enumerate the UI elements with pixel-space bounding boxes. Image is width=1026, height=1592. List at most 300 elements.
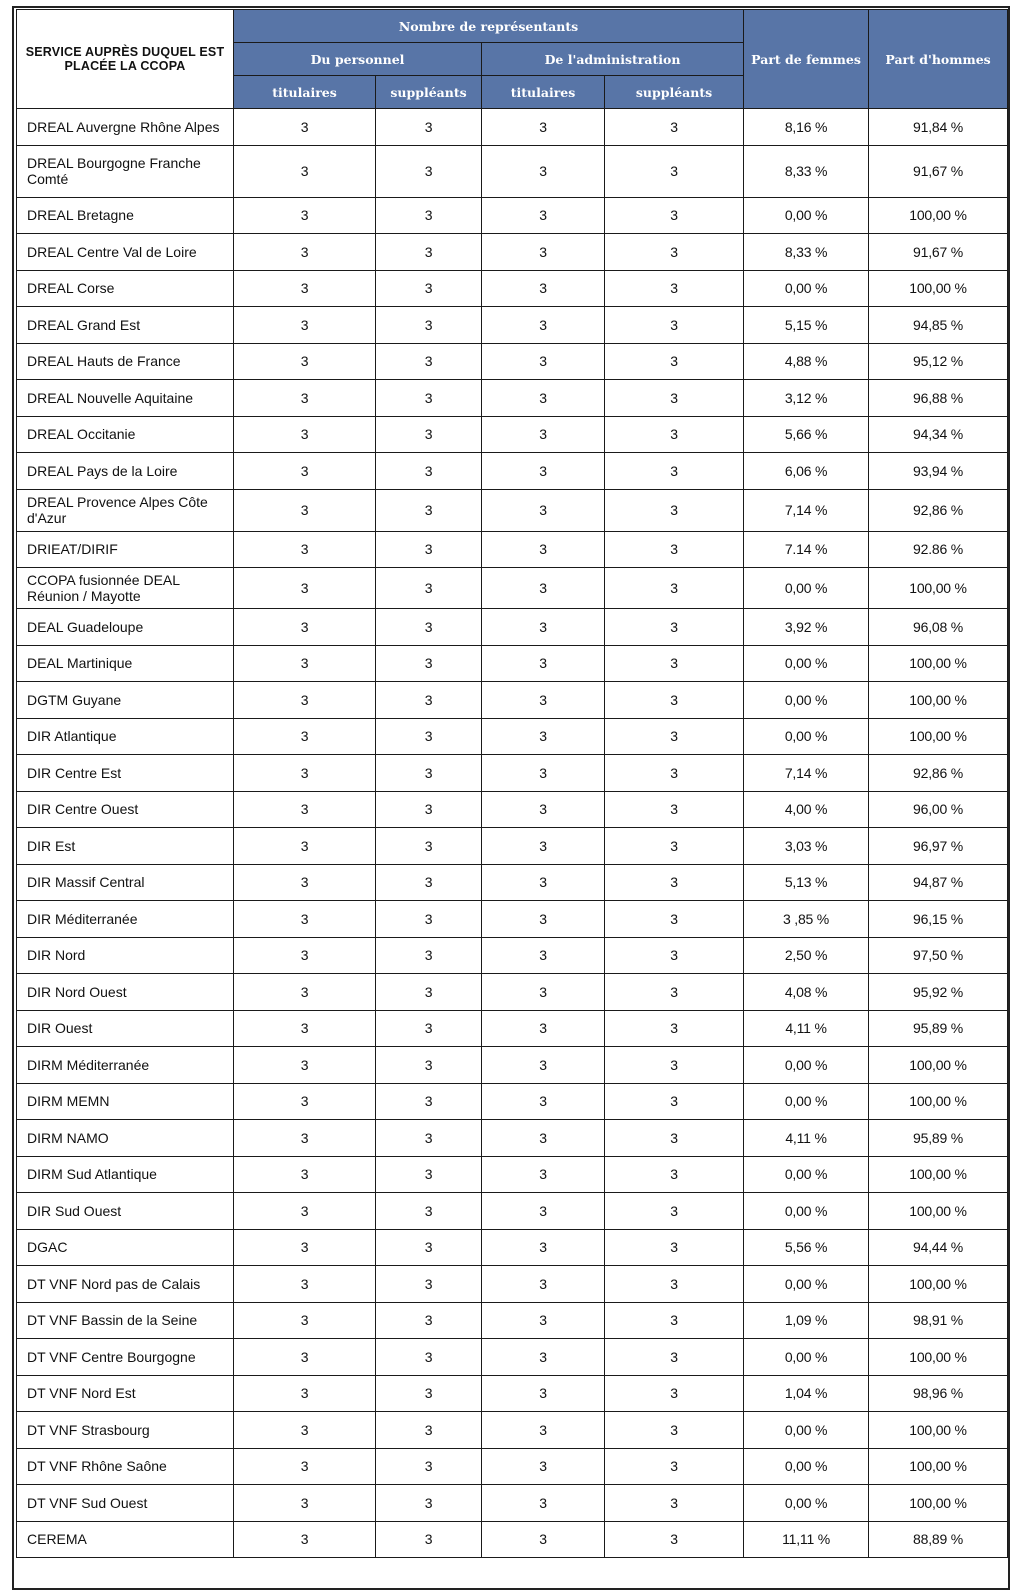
part-femmes-cell: 0,00 %	[744, 718, 869, 755]
personnel-titulaires-cell: 3	[234, 270, 376, 307]
part-hommes-cell: 94,85 %	[869, 307, 1008, 344]
ccopa-table	[16, 9, 1008, 1558]
header-admin-titulaires: titulaires	[482, 76, 605, 109]
table-row	[17, 609, 1008, 646]
part-femmes-cell: 0,00 %	[744, 1047, 869, 1084]
table-row	[17, 1229, 1008, 1266]
personnel-titulaires-cell: 3	[234, 864, 376, 901]
personnel-suppleants-cell: 3	[376, 1302, 482, 1339]
part-femmes-cell: 0,00 %	[744, 1083, 869, 1120]
personnel-suppleants-cell: 3	[376, 1156, 482, 1193]
admin-suppleants-cell: 3	[605, 145, 744, 197]
table-row	[17, 1339, 1008, 1376]
admin-titulaires-cell: 3	[482, 864, 605, 901]
service-name-cell: DIRM Méditerranée	[17, 1047, 234, 1084]
table-row	[17, 1010, 1008, 1047]
personnel-suppleants-cell: 3	[376, 145, 482, 197]
admin-suppleants-cell: 3	[605, 1266, 744, 1303]
table-row	[17, 489, 1008, 531]
personnel-titulaires-cell: 3	[234, 109, 376, 146]
service-name-cell: DIR Ouest	[17, 1010, 234, 1047]
personnel-suppleants-cell: 3	[376, 1375, 482, 1412]
personnel-suppleants-cell: 3	[376, 453, 482, 490]
personnel-suppleants-cell: 3	[376, 791, 482, 828]
table-row	[17, 755, 1008, 792]
personnel-titulaires-cell: 3	[234, 1193, 376, 1230]
service-name-cell: DT VNF Bassin de la Seine	[17, 1302, 234, 1339]
admin-titulaires-cell: 3	[482, 718, 605, 755]
header-personnel-suppleants: suppléants	[376, 76, 482, 109]
part-hommes-cell: 100,00 %	[869, 1448, 1008, 1485]
part-femmes-cell: 8,33 %	[744, 234, 869, 271]
service-name-cell: DEAL Martinique	[17, 645, 234, 682]
service-name-cell: DGTM Guyane	[17, 682, 234, 719]
part-hommes-cell: 88,89 %	[869, 1521, 1008, 1558]
personnel-titulaires-cell: 3	[234, 718, 376, 755]
part-hommes-cell: 98,96 %	[869, 1375, 1008, 1412]
part-femmes-cell: 0,00 %	[744, 645, 869, 682]
part-hommes-cell: 100,00 %	[869, 1485, 1008, 1522]
personnel-titulaires-cell: 3	[234, 974, 376, 1011]
table-row	[17, 718, 1008, 755]
admin-suppleants-cell: 3	[605, 568, 744, 609]
part-femmes-cell: 3,92 %	[744, 609, 869, 646]
personnel-titulaires-cell: 3	[234, 489, 376, 531]
personnel-suppleants-cell: 3	[376, 234, 482, 271]
admin-suppleants-cell: 3	[605, 974, 744, 1011]
personnel-suppleants-cell: 3	[376, 718, 482, 755]
admin-suppleants-cell: 3	[605, 416, 744, 453]
admin-suppleants-cell: 3	[605, 1047, 744, 1084]
personnel-suppleants-cell: 3	[376, 1120, 482, 1157]
service-name-cell: DIR Méditerranée	[17, 901, 234, 938]
admin-suppleants-cell: 3	[605, 234, 744, 271]
table-body	[17, 109, 1008, 1558]
admin-suppleants-cell: 3	[605, 791, 744, 828]
table-row	[17, 791, 1008, 828]
part-femmes-cell: 4,88 %	[744, 343, 869, 380]
table-row	[17, 1120, 1008, 1157]
part-femmes-cell: 7,14 %	[744, 489, 869, 531]
part-hommes-cell: 91,67 %	[869, 145, 1008, 197]
table-row	[17, 974, 1008, 1011]
personnel-titulaires-cell: 3	[234, 453, 376, 490]
admin-titulaires-cell: 3	[482, 489, 605, 531]
part-hommes-cell: 97,50 %	[869, 937, 1008, 974]
service-name-cell: CEREMA	[17, 1521, 234, 1558]
personnel-suppleants-cell: 3	[376, 645, 482, 682]
service-name-cell: DIRM MEMN	[17, 1083, 234, 1120]
admin-suppleants-cell: 3	[605, 343, 744, 380]
personnel-suppleants-cell: 3	[376, 1485, 482, 1522]
table-row	[17, 234, 1008, 271]
service-name-cell: DIR Centre Ouest	[17, 791, 234, 828]
personnel-titulaires-cell: 3	[234, 755, 376, 792]
part-femmes-cell: 0,00 %	[744, 1448, 869, 1485]
part-femmes-cell: 5,56 %	[744, 1229, 869, 1266]
admin-suppleants-cell: 3	[605, 1339, 744, 1376]
part-hommes-cell: 96,08 %	[869, 609, 1008, 646]
admin-titulaires-cell: 3	[482, 937, 605, 974]
admin-titulaires-cell: 3	[482, 197, 605, 234]
personnel-titulaires-cell: 3	[234, 1521, 376, 1558]
personnel-titulaires-cell: 3	[234, 828, 376, 865]
admin-titulaires-cell: 3	[482, 901, 605, 938]
admin-titulaires-cell: 3	[482, 416, 605, 453]
personnel-suppleants-cell: 3	[376, 1266, 482, 1303]
service-name-cell: DREAL Occitanie	[17, 416, 234, 453]
personnel-titulaires-cell: 3	[234, 682, 376, 719]
part-hommes-cell: 98,91 %	[869, 1302, 1008, 1339]
service-name-cell: DIRM Sud Atlantique	[17, 1156, 234, 1193]
personnel-suppleants-cell: 3	[376, 974, 482, 1011]
part-hommes-cell: 93,94 %	[869, 453, 1008, 490]
part-femmes-cell: 3,12 %	[744, 380, 869, 417]
admin-suppleants-cell: 3	[605, 1521, 744, 1558]
personnel-suppleants-cell: 3	[376, 1412, 482, 1449]
table-row	[17, 1266, 1008, 1303]
admin-titulaires-cell: 3	[482, 343, 605, 380]
service-name-cell: DIR Sud Ouest	[17, 1193, 234, 1230]
table-row	[17, 1083, 1008, 1120]
part-hommes-cell: 100,00 %	[869, 270, 1008, 307]
part-femmes-cell: 0,00 %	[744, 270, 869, 307]
personnel-suppleants-cell: 3	[376, 416, 482, 453]
admin-titulaires-cell: 3	[482, 828, 605, 865]
admin-titulaires-cell: 3	[482, 645, 605, 682]
table-row	[17, 864, 1008, 901]
personnel-suppleants-cell: 3	[376, 755, 482, 792]
admin-titulaires-cell: 3	[482, 307, 605, 344]
part-femmes-cell: 2,50 %	[744, 937, 869, 974]
personnel-titulaires-cell: 3	[234, 1010, 376, 1047]
admin-titulaires-cell: 3	[482, 791, 605, 828]
admin-suppleants-cell: 3	[605, 718, 744, 755]
part-hommes-cell: 100,00 %	[869, 1083, 1008, 1120]
admin-suppleants-cell: 3	[605, 682, 744, 719]
part-hommes-cell: 95,92 %	[869, 974, 1008, 1011]
part-hommes-cell: 92,86 %	[869, 489, 1008, 531]
admin-suppleants-cell: 3	[605, 1156, 744, 1193]
admin-suppleants-cell: 3	[605, 270, 744, 307]
admin-titulaires-cell: 3	[482, 1302, 605, 1339]
personnel-suppleants-cell: 3	[376, 109, 482, 146]
service-name-cell: DT VNF Sud Ouest	[17, 1485, 234, 1522]
part-femmes-cell: 7.14 %	[744, 531, 869, 568]
table-row	[17, 1375, 1008, 1412]
personnel-titulaires-cell: 3	[234, 937, 376, 974]
part-hommes-cell: 100,00 %	[869, 1412, 1008, 1449]
admin-titulaires-cell: 3	[482, 145, 605, 197]
part-hommes-cell: 91,84 %	[869, 109, 1008, 146]
part-hommes-cell: 96,00 %	[869, 791, 1008, 828]
part-hommes-cell: 100,00 %	[869, 1156, 1008, 1193]
service-name-cell: DREAL Bourgogne Franche Comté	[17, 145, 234, 197]
service-name-cell: DREAL Nouvelle Aquitaine	[17, 380, 234, 417]
admin-suppleants-cell: 3	[605, 645, 744, 682]
part-femmes-cell: 6,06 %	[744, 453, 869, 490]
admin-titulaires-cell: 3	[482, 1521, 605, 1558]
admin-suppleants-cell: 3	[605, 1229, 744, 1266]
part-hommes-cell: 92,86 %	[869, 755, 1008, 792]
table-row	[17, 937, 1008, 974]
personnel-titulaires-cell: 3	[234, 380, 376, 417]
admin-titulaires-cell: 3	[482, 1083, 605, 1120]
part-femmes-cell: 11,11 %	[744, 1521, 869, 1558]
part-femmes-cell: 0,00 %	[744, 1485, 869, 1522]
personnel-titulaires-cell: 3	[234, 343, 376, 380]
admin-suppleants-cell: 3	[605, 380, 744, 417]
admin-titulaires-cell: 3	[482, 1229, 605, 1266]
table-row	[17, 307, 1008, 344]
personnel-suppleants-cell: 3	[376, 1010, 482, 1047]
table-row	[17, 645, 1008, 682]
personnel-titulaires-cell: 3	[234, 1266, 376, 1303]
personnel-titulaires-cell: 3	[234, 791, 376, 828]
admin-suppleants-cell: 3	[605, 828, 744, 865]
admin-suppleants-cell: 3	[605, 453, 744, 490]
table-row	[17, 682, 1008, 719]
part-femmes-cell: 4,00 %	[744, 791, 869, 828]
table-row	[17, 1156, 1008, 1193]
admin-titulaires-cell: 3	[482, 609, 605, 646]
part-hommes-cell: 94,34 %	[869, 416, 1008, 453]
admin-titulaires-cell: 3	[482, 974, 605, 1011]
table-row	[17, 531, 1008, 568]
admin-titulaires-cell: 3	[482, 1375, 605, 1412]
service-name-cell: DT VNF Centre Bourgogne	[17, 1339, 234, 1376]
personnel-suppleants-cell: 3	[376, 197, 482, 234]
admin-titulaires-cell: 3	[482, 1266, 605, 1303]
part-hommes-cell: 96,97 %	[869, 828, 1008, 865]
admin-suppleants-cell: 3	[605, 1302, 744, 1339]
admin-titulaires-cell: 3	[482, 270, 605, 307]
personnel-titulaires-cell: 3	[234, 531, 376, 568]
admin-titulaires-cell: 3	[482, 1010, 605, 1047]
admin-titulaires-cell: 3	[482, 568, 605, 609]
table-row	[17, 1193, 1008, 1230]
admin-suppleants-cell: 3	[605, 1083, 744, 1120]
personnel-titulaires-cell: 3	[234, 609, 376, 646]
part-femmes-cell: 0,00 %	[744, 1156, 869, 1193]
personnel-suppleants-cell: 3	[376, 1193, 482, 1230]
part-femmes-cell: 1,09 %	[744, 1302, 869, 1339]
part-femmes-cell: 4,11 %	[744, 1120, 869, 1157]
table-row	[17, 270, 1008, 307]
part-hommes-cell: 95,89 %	[869, 1010, 1008, 1047]
admin-suppleants-cell: 3	[605, 901, 744, 938]
header-part-femmes: Part de femmes	[744, 10, 869, 109]
admin-suppleants-cell: 3	[605, 489, 744, 531]
header-administration: De l'administration	[482, 43, 744, 76]
table-row	[17, 145, 1008, 197]
table-row	[17, 901, 1008, 938]
header-part-hommes: Part d'hommes	[869, 10, 1008, 109]
personnel-suppleants-cell: 3	[376, 864, 482, 901]
part-femmes-cell: 0,00 %	[744, 1339, 869, 1376]
service-name-cell: DREAL Bretagne	[17, 197, 234, 234]
service-name-cell: DRIEAT/DIRIF	[17, 531, 234, 568]
part-femmes-cell: 0,00 %	[744, 1193, 869, 1230]
service-name-cell: DIR Centre Est	[17, 755, 234, 792]
admin-suppleants-cell: 3	[605, 609, 744, 646]
part-hommes-cell: 94,44 %	[869, 1229, 1008, 1266]
part-hommes-cell: 100,00 %	[869, 568, 1008, 609]
admin-suppleants-cell: 3	[605, 1193, 744, 1230]
header-du-personnel: Du personnel	[234, 43, 482, 76]
table-row	[17, 828, 1008, 865]
admin-titulaires-cell: 3	[482, 1193, 605, 1230]
part-hommes-cell: 100,00 %	[869, 718, 1008, 755]
service-name-cell: DREAL Corse	[17, 270, 234, 307]
admin-titulaires-cell: 3	[482, 234, 605, 271]
personnel-suppleants-cell: 3	[376, 682, 482, 719]
personnel-titulaires-cell: 3	[234, 1229, 376, 1266]
table-row	[17, 343, 1008, 380]
service-name-cell: DREAL Centre Val de Loire	[17, 234, 234, 271]
table-row	[17, 1485, 1008, 1522]
part-femmes-cell: 3 ,85 %	[744, 901, 869, 938]
service-name-cell: DIRM NAMO	[17, 1120, 234, 1157]
personnel-titulaires-cell: 3	[234, 568, 376, 609]
admin-titulaires-cell: 3	[482, 531, 605, 568]
admin-suppleants-cell: 3	[605, 1448, 744, 1485]
table-row	[17, 453, 1008, 490]
personnel-titulaires-cell: 3	[234, 1120, 376, 1157]
part-femmes-cell: 5,13 %	[744, 864, 869, 901]
service-name-cell: DIR Nord Ouest	[17, 974, 234, 1011]
personnel-suppleants-cell: 3	[376, 1229, 482, 1266]
part-femmes-cell: 5,66 %	[744, 416, 869, 453]
part-femmes-cell: 4,08 %	[744, 974, 869, 1011]
personnel-titulaires-cell: 3	[234, 1156, 376, 1193]
part-femmes-cell: 8,33 %	[744, 145, 869, 197]
personnel-titulaires-cell: 3	[234, 307, 376, 344]
service-name-cell: DREAL Hauts de France	[17, 343, 234, 380]
service-name-cell: DT VNF Nord pas de Calais	[17, 1266, 234, 1303]
personnel-titulaires-cell: 3	[234, 1485, 376, 1522]
personnel-suppleants-cell: 3	[376, 828, 482, 865]
part-hommes-cell: 92.86 %	[869, 531, 1008, 568]
admin-suppleants-cell: 3	[605, 1485, 744, 1522]
service-name-cell: DREAL Grand Est	[17, 307, 234, 344]
admin-suppleants-cell: 3	[605, 864, 744, 901]
part-hommes-cell: 95,12 %	[869, 343, 1008, 380]
table-row	[17, 380, 1008, 417]
personnel-titulaires-cell: 3	[234, 901, 376, 938]
personnel-titulaires-cell: 3	[234, 234, 376, 271]
personnel-titulaires-cell: 3	[234, 1448, 376, 1485]
personnel-suppleants-cell: 3	[376, 1448, 482, 1485]
personnel-suppleants-cell: 3	[376, 1083, 482, 1120]
part-femmes-cell: 4,11 %	[744, 1010, 869, 1047]
table-row	[17, 568, 1008, 609]
service-name-cell: DT VNF Strasbourg	[17, 1412, 234, 1449]
part-femmes-cell: 0,00 %	[744, 682, 869, 719]
part-hommes-cell: 100,00 %	[869, 197, 1008, 234]
part-femmes-cell: 7,14 %	[744, 755, 869, 792]
admin-titulaires-cell: 3	[482, 1120, 605, 1157]
personnel-suppleants-cell: 3	[376, 1047, 482, 1084]
admin-titulaires-cell: 3	[482, 1412, 605, 1449]
personnel-suppleants-cell: 3	[376, 270, 482, 307]
service-name-cell: CCOPA fusionnée DEAL Réunion / Mayotte	[17, 568, 234, 609]
part-hommes-cell: 96,15 %	[869, 901, 1008, 938]
admin-titulaires-cell: 3	[482, 1448, 605, 1485]
personnel-suppleants-cell: 3	[376, 1339, 482, 1376]
service-name-cell: DREAL Provence Alpes Côte d'Azur	[17, 489, 234, 531]
personnel-titulaires-cell: 3	[234, 1302, 376, 1339]
personnel-suppleants-cell: 3	[376, 937, 482, 974]
table-row	[17, 1448, 1008, 1485]
service-name-cell: DT VNF Rhône Saône	[17, 1448, 234, 1485]
service-name-cell: DT VNF Nord Est	[17, 1375, 234, 1412]
personnel-titulaires-cell: 3	[234, 1339, 376, 1376]
personnel-suppleants-cell: 3	[376, 609, 482, 646]
header-nombre-representants: Nombre de représentants	[234, 10, 744, 43]
header-admin-suppleants: suppléants	[605, 76, 744, 109]
table-row	[17, 109, 1008, 146]
service-name-cell: DEAL Guadeloupe	[17, 609, 234, 646]
part-femmes-cell: 1,04 %	[744, 1375, 869, 1412]
admin-titulaires-cell: 3	[482, 1485, 605, 1522]
personnel-titulaires-cell: 3	[234, 1047, 376, 1084]
admin-titulaires-cell: 3	[482, 109, 605, 146]
personnel-titulaires-cell: 3	[234, 197, 376, 234]
table-row	[17, 416, 1008, 453]
admin-titulaires-cell: 3	[482, 380, 605, 417]
part-hommes-cell: 100,00 %	[869, 682, 1008, 719]
admin-suppleants-cell: 3	[605, 1120, 744, 1157]
part-femmes-cell: 0,00 %	[744, 1412, 869, 1449]
part-hommes-cell: 100,00 %	[869, 1193, 1008, 1230]
admin-suppleants-cell: 3	[605, 307, 744, 344]
part-hommes-cell: 96,88 %	[869, 380, 1008, 417]
part-femmes-cell: 0,00 %	[744, 568, 869, 609]
part-hommes-cell: 100,00 %	[869, 1047, 1008, 1084]
admin-titulaires-cell: 3	[482, 755, 605, 792]
service-name-cell: DGAC	[17, 1229, 234, 1266]
service-name-cell: DIR Est	[17, 828, 234, 865]
part-hommes-cell: 95,89 %	[869, 1120, 1008, 1157]
admin-suppleants-cell: 3	[605, 531, 744, 568]
table-row	[17, 1047, 1008, 1084]
part-hommes-cell: 100,00 %	[869, 645, 1008, 682]
personnel-titulaires-cell: 3	[234, 1375, 376, 1412]
part-femmes-cell: 8,16 %	[744, 109, 869, 146]
personnel-suppleants-cell: 3	[376, 568, 482, 609]
service-name-cell: DIR Atlantique	[17, 718, 234, 755]
personnel-suppleants-cell: 3	[376, 901, 482, 938]
part-hommes-cell: 94,87 %	[869, 864, 1008, 901]
personnel-suppleants-cell: 3	[376, 1521, 482, 1558]
service-name-cell: DIR Massif Central	[17, 864, 234, 901]
admin-titulaires-cell: 3	[482, 1047, 605, 1084]
personnel-titulaires-cell: 3	[234, 645, 376, 682]
service-name-cell: DREAL Pays de la Loire	[17, 453, 234, 490]
admin-suppleants-cell: 3	[605, 755, 744, 792]
header-service: SERVICE AUPRÈS DUQUEL EST PLACÉE LA CCOPA	[17, 10, 234, 109]
part-hommes-cell: 91,67 %	[869, 234, 1008, 271]
admin-titulaires-cell: 3	[482, 682, 605, 719]
personnel-suppleants-cell: 3	[376, 343, 482, 380]
admin-suppleants-cell: 3	[605, 1010, 744, 1047]
header-personnel-titulaires: titulaires	[234, 76, 376, 109]
admin-suppleants-cell: 3	[605, 1375, 744, 1412]
part-hommes-cell: 100,00 %	[869, 1339, 1008, 1376]
service-name-cell: DIR Nord	[17, 937, 234, 974]
part-femmes-cell: 0,00 %	[744, 1266, 869, 1303]
